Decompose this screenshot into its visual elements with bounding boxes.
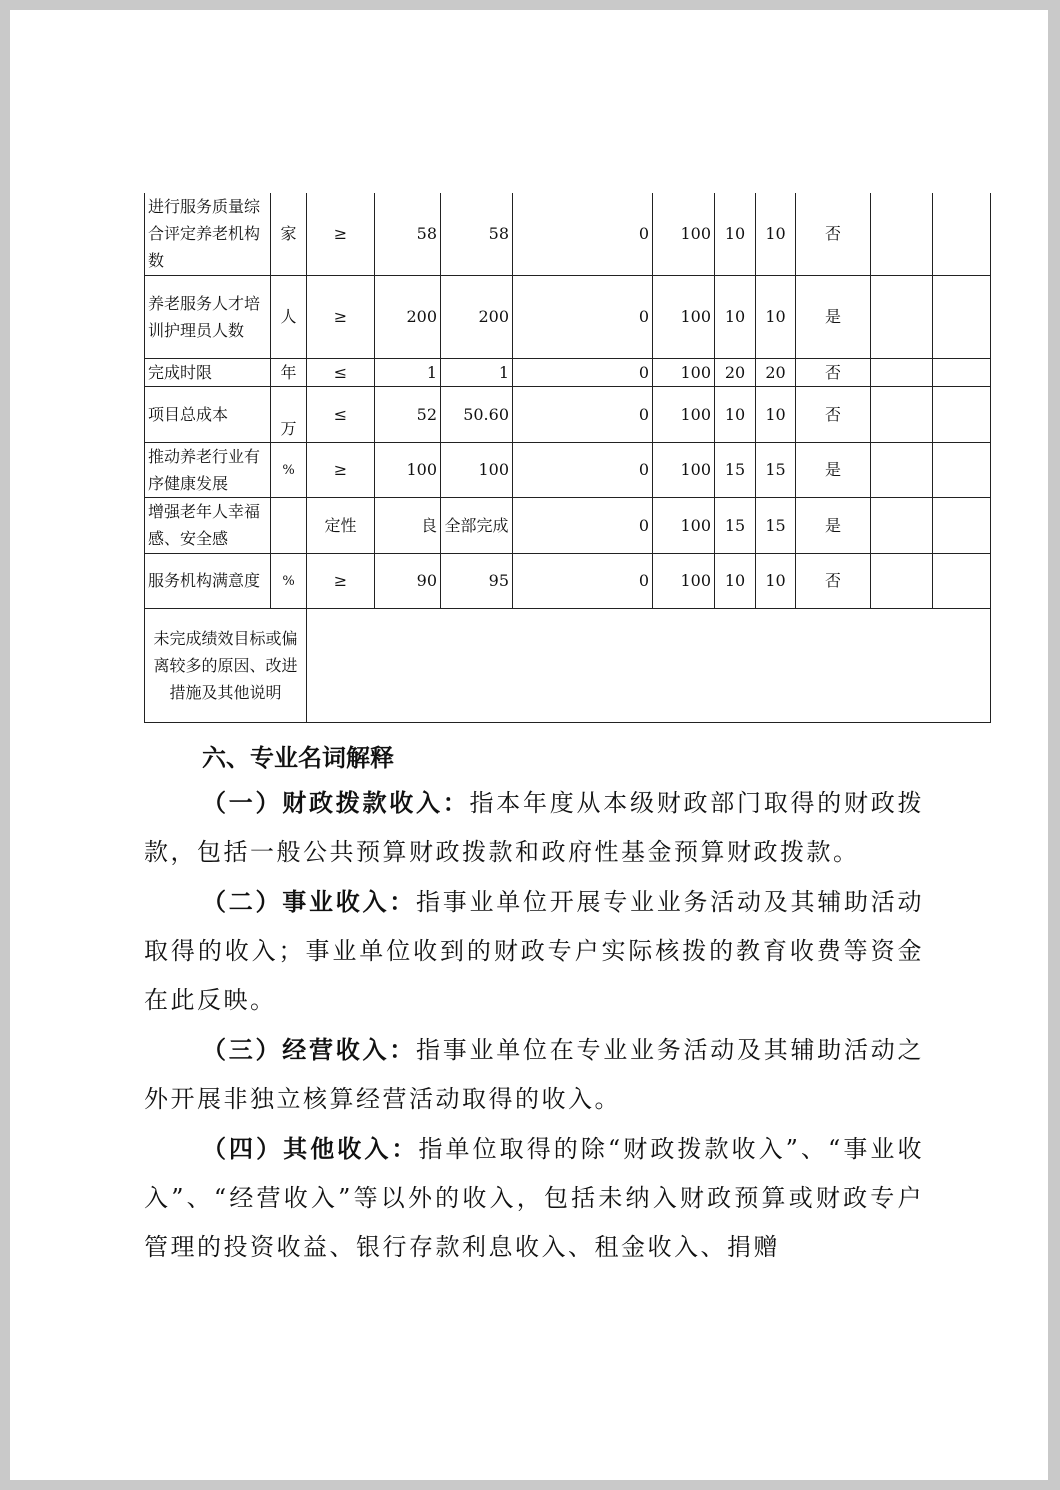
glossary-term: （二）事业收入： <box>202 887 416 916</box>
actual-value: 50.60 <box>441 386 513 442</box>
full-score: 100 <box>653 358 715 386</box>
indicator-name: 服务机构满意度 <box>145 553 271 608</box>
table-row <box>145 553 991 608</box>
empty-cell <box>871 497 933 553</box>
weight-value: 0 <box>513 275 653 358</box>
target-value: 90 <box>375 553 441 608</box>
empty-cell <box>871 358 933 386</box>
empty-cell <box>871 275 933 358</box>
score-b: 10 <box>756 193 796 275</box>
target-value: 100 <box>375 442 441 497</box>
weight-value: 0 <box>513 193 653 275</box>
empty-cell <box>871 553 933 608</box>
indicator-name: 推动养老行业有序健康发展 <box>145 442 271 497</box>
table-row <box>145 193 991 275</box>
indicator-symbol: ≥ <box>307 275 375 358</box>
indicator-symbol: ≥ <box>307 193 375 275</box>
empty-cell <box>933 497 991 553</box>
actual-value: 95 <box>441 553 513 608</box>
weight-value: 0 <box>513 386 653 442</box>
table-row <box>145 358 991 386</box>
actual-value: 1 <box>441 358 513 386</box>
glossary-text: 指本年度从本级财政部门取得的财政拨款，包括一般公共预算财政拨款和政府性基金预算财政拨款。 <box>144 789 924 866</box>
score-a: 10 <box>715 553 756 608</box>
full-score: 100 <box>653 275 715 358</box>
empty-cell <box>871 193 933 275</box>
actual-value: 58 <box>441 193 513 275</box>
score-a: 20 <box>715 358 756 386</box>
empty-cell <box>933 358 991 386</box>
target-value: 58 <box>375 193 441 275</box>
indicator-unit <box>271 497 307 553</box>
empty-cell <box>933 386 991 442</box>
indicator-unit: 年 <box>271 358 307 386</box>
indicator-unit: % <box>271 553 307 608</box>
indicator-symbol: 定性 <box>307 497 375 553</box>
indicator-name: 进行服务质量综合评定养老机构数 <box>145 193 271 275</box>
flag: 是 <box>796 275 871 358</box>
indicator-unit: 人 <box>271 275 307 358</box>
table-row <box>145 497 991 553</box>
glossary-item <box>144 1025 924 1124</box>
score-a: 10 <box>715 193 756 275</box>
full-score: 100 <box>653 497 715 553</box>
note-value <box>307 608 991 722</box>
glossary-item <box>144 778 924 877</box>
weight-value: 0 <box>513 442 653 497</box>
note-label: 未完成绩效目标或偏离较多的原因、改进措施及其他说明 <box>145 608 307 722</box>
flag: 否 <box>796 193 871 275</box>
glossary-text: 指事业单位开展专业业务活动及其辅助活动取得的收入；事业单位收到的财政专户实际核拨的教育收费等资金在此反映。 <box>144 888 924 1014</box>
glossary-term: （四）其他收入： <box>202 1134 419 1163</box>
glossary-term: （三）经营收入： <box>202 1035 416 1064</box>
actual-value: 100 <box>441 442 513 497</box>
indicator-name: 项目总成本 <box>145 386 271 442</box>
empty-cell <box>871 442 933 497</box>
table-row <box>145 608 991 722</box>
glossary-item <box>144 877 924 1025</box>
score-b: 10 <box>756 386 796 442</box>
flag: 是 <box>796 442 871 497</box>
flag: 否 <box>796 358 871 386</box>
score-a: 15 <box>715 497 756 553</box>
indicator-unit: 万 <box>271 386 307 442</box>
score-b: 15 <box>756 442 796 497</box>
target-value: 200 <box>375 275 441 358</box>
table-row <box>145 275 991 358</box>
full-score: 100 <box>653 553 715 608</box>
score-b: 10 <box>756 275 796 358</box>
glossary-text: 指事业单位在专业业务活动及其辅助活动之外开展非独立核算经营活动取得的收入。 <box>144 1036 924 1113</box>
glossary-text: 指单位取得的除“财政拨款收入”、“事业收入”、“经营收入”等以外的收入，包括未纳入财政预算或财政专户管理的投资收益、银行存款利息收入、租金收入、捐赠 <box>144 1135 924 1261</box>
score-a: 10 <box>715 275 756 358</box>
glossary-item <box>144 1124 924 1272</box>
table-row <box>145 386 991 442</box>
glossary-term: （一）财政拨款收入： <box>202 788 470 817</box>
glossary-section <box>144 738 924 1272</box>
flag: 否 <box>796 386 871 442</box>
target-value: 良 <box>375 497 441 553</box>
table-row <box>145 442 991 497</box>
indicator-unit: 家 <box>271 193 307 275</box>
actual-value: 全部完成 <box>441 497 513 553</box>
indicator-symbol: ≥ <box>307 442 375 497</box>
full-score: 100 <box>653 442 715 497</box>
weight-value: 0 <box>513 497 653 553</box>
score-b: 10 <box>756 553 796 608</box>
section-heading: 六、专业名词解释 <box>202 744 394 772</box>
indicator-unit: % <box>271 442 307 497</box>
indicator-symbol: ≤ <box>307 386 375 442</box>
indicator-symbol: ≤ <box>307 358 375 386</box>
empty-cell <box>933 442 991 497</box>
weight-value: 0 <box>513 553 653 608</box>
score-a: 10 <box>715 386 756 442</box>
performance-table <box>144 193 991 723</box>
flag: 是 <box>796 497 871 553</box>
target-value: 1 <box>375 358 441 386</box>
empty-cell <box>871 386 933 442</box>
indicator-name: 完成时限 <box>145 358 271 386</box>
empty-cell <box>933 553 991 608</box>
flag: 否 <box>796 553 871 608</box>
empty-cell <box>933 193 991 275</box>
full-score: 100 <box>653 386 715 442</box>
weight-value: 0 <box>513 358 653 386</box>
target-value: 52 <box>375 386 441 442</box>
indicator-name: 增强老年人幸福感、安全感 <box>145 497 271 553</box>
indicator-symbol: ≥ <box>307 553 375 608</box>
score-a: 15 <box>715 442 756 497</box>
document-page <box>10 10 1048 1480</box>
score-b: 15 <box>756 497 796 553</box>
empty-cell <box>933 275 991 358</box>
actual-value: 200 <box>441 275 513 358</box>
full-score: 100 <box>653 193 715 275</box>
score-b: 20 <box>756 358 796 386</box>
indicator-name: 养老服务人才培训护理员人数 <box>145 275 271 358</box>
